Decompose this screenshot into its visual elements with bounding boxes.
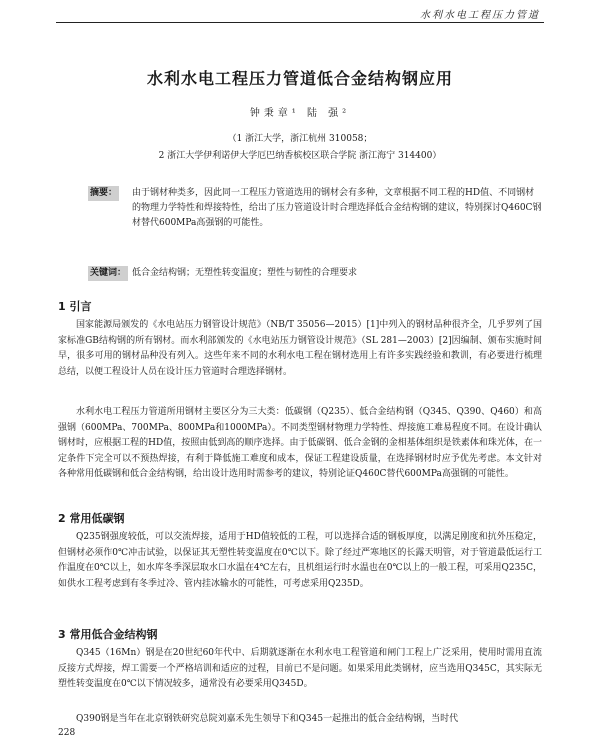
keywords-label: 关键词： [88,266,128,281]
abstract-label: 摘要： [88,186,119,201]
section-title-1: 1 引言 [58,300,92,313]
keywords [88,266,543,281]
article-title: 水利水电工程压力管道低合金结构钢应用 [146,69,453,88]
page-number: 228 [58,728,76,738]
section-title-3: 3 常用低合金结构钢 [58,628,158,641]
paragraph: Q235钢强度较低，可以交流焊接，适用于HD值较低的工程，可以选择合适的钢板厚度，以满足刚度和抗外压稳定，但钢材必须作0℃冲击试验，以保证其无塑性转变温度在0℃以下。除了经过严寒地区的长露天明管，对于管道最低运行工作温度在0℃以上，如水库冬季深层取水口水温在4℃左右，且机组运行时水温也在0℃以上的一般工程，可采用Q235C，如供水工程考虑到有冬季过冷、管内挂冰输水的可能性，可考虑采用Q235D。 [58,532,542,589]
paragraph: Q345（16Mn）钢是在20世纪60年代中、后期就逐渐在水利水电工程管道和闸门工程上广泛采用，使用时需用直流反接方式焊接，焊工需要一个严格培训和适应的过程，目前已不是问题。如果采用此类钢材，应当选用Q345C，其实际无塑性转变温度在0℃以下情况较多，通常没有必要采用Q345D。 [58,648,542,689]
paragraph: 水利水电工程压力管道所用钢材主要区分为三大类：低碳钢（Q235）、低合金结构钢（Q345、Q390、Q460）和高强钢（600MPa、700MPa、800MPa和1000MPa）。不同类型钢材物理力学特性、焊接施工难易程度不同。在设计确认钢材时，应根据工程的HD值，按照由低到高的顺序选择。由于低碳钢、低合金钢的金相基体组织是铁素体和珠光体，在一定条件下完全可以不预热焊接，有利于降低施工难度和成本，保证工程建设质量，在选择钢材时应予优先考虑。本文针对各种常用低碳钢和低合金结构钢，给出设计选用时需参考的建议，特别论证Q460C替代600MPa高强钢的可能性。 [58,407,542,479]
affiliation-2: 2 浙江大学伊利诺伊大学厄巴纳香槟校区联合学院 浙江海宁 314400） [158,151,442,161]
header-rule [56,22,544,23]
paragraph: 国家能源局颁发的《水电站压力钢管设计规范》（NB/T 35056—2015）[1]中列入的钢材品种很齐全，几乎罗列了国家标准GB结构钢的所有钢材。而水利部颁发的《水电站压力钢管设计规范》（SL 281—2003）[2]因编制、颁布实施时间早，很多可用的钢材品种没有列入。这些年来不同的水利水电工程在钢材选用上有许多实践经验和教训，有必要进行梳理总结，以便工程设计人员在设计压力管道时合理选择钢材。 [58,320,542,377]
abstract-text: 由于钢材种类多，因此同一工程压力管道选用的钢材会有多种，文章根据不同工程的HD值、不同钢材的物理力学特性和焊接特性，给出了压力管道设计时合理选择低合金结构钢的建议，特别探讨Q460C钢材替代600MPa高强钢的可能性。 [132,188,542,228]
paragraph: Q390钢是当年在北京钢铁研究总院刘嘉禾先生领导下和Q345一起推出的低合金结构钢，当时代 [76,714,459,724]
keywords-text: 低合金结构钢；无塑性转变温度；塑性与韧性的合理要求 [132,268,358,278]
authors: 钟秉章¹ 陆 强² [249,108,351,119]
running-head: 水利水电工程压力管道 [420,10,540,21]
affiliation-1: （1 浙江大学，浙江杭州 310058； [227,134,373,144]
abstract [88,186,543,231]
section-title-2: 2 常用低碳钢 [58,512,125,525]
